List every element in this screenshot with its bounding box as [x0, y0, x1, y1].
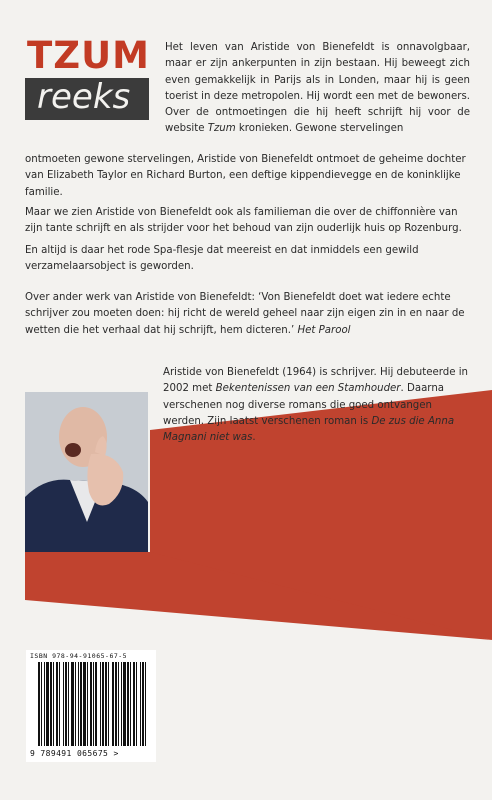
barcode-bar: [142, 662, 144, 746]
barcode-bar: [44, 662, 45, 746]
barcode-bar: [105, 662, 107, 746]
barcode-bar: [75, 662, 76, 746]
blurb-intro-italic: Tzum: [207, 123, 236, 135]
logo-subtitle: reeks: [37, 77, 131, 117]
barcode-bar: [71, 662, 74, 746]
barcode-bar: [136, 662, 137, 746]
bio-part3: .: [252, 432, 256, 444]
isbn-digits: [30, 749, 119, 758]
author-photo-illustration: [25, 392, 148, 552]
isbn-label: ISBN 978-94-91065-67-5: [30, 652, 128, 660]
barcode-bar: [133, 662, 135, 746]
isbn-digits-text: 9 789491 065675: [30, 749, 109, 758]
barcode-bar: [102, 662, 104, 746]
barcode-bar: [118, 662, 119, 746]
barcode-bar: [56, 662, 58, 746]
bio-book1: Bekentenissen van een Stamhouder: [215, 383, 401, 395]
barcode-bar: [68, 662, 69, 746]
barcode-bar: [100, 662, 101, 746]
blurb-intro-text: Het leven van Aristide von Bienefeldt is onnavolgbaar, maar er zijn ankerpunten in zijn bestaan. Hij beweegt zich even gemakkelijk in Parijs als in Londen, maar hij is geen toerist in deze metropolen. Hij wordt een met de bewoners. Over de ontmoetingen die hij heeft schrijft hij voor de website: [165, 42, 470, 135]
author-bio: [163, 365, 473, 446]
barcode-bar: [80, 662, 82, 746]
isbn-barcode: [26, 650, 156, 762]
isbn-arrow: >: [113, 749, 119, 758]
barcode-bar: [50, 662, 52, 746]
barcode-bar: [90, 662, 92, 746]
barcode-bar: [65, 662, 67, 746]
quote-source: Het Parool: [297, 324, 351, 336]
bio-part2: . Daarna verschenen nog diverse romans die goed ontvangen werden. Zijn laatst verschenen roman is: [163, 383, 445, 427]
blurb-para2: Maar we zien Aristide von Bienefeldt ook als familieman die over de chiffonnière van zijn tante schrijft en als strijder voor het behoud van zijn ouderlijk huis op Rozenburg.: [25, 207, 462, 235]
barcode-bars: [26, 650, 156, 762]
author-photo: [25, 392, 148, 552]
barcode-bar: [115, 662, 117, 746]
tzum-reeks-logo: [25, 34, 155, 122]
barcode-bar: [87, 662, 88, 746]
quote-text: Over ander werk van Aristide von Bienefeldt: ‘Von Bienefeldt doet wat iedere echte schrijver zou moeten doen: hij richt de wereld geheel naar zijn eigen zin in en naar de wetten die het verhaal dat hij schrijft, hem dicteren.’: [25, 292, 465, 336]
barcode-bar: [95, 662, 97, 746]
barcode-bar: [145, 662, 146, 746]
blurb-intro-end: kronieken. Gewone stervelingen: [235, 123, 404, 135]
blurb-line2: ontmoeten gewone stervelingen, Aristide von Bienefeldt ontmoet de geheime dochter van Elizabeth Taylor en Richard Burton, een deftige kippendievegge en de koninklijke familie.: [25, 154, 466, 198]
barcode-bar: [83, 662, 86, 746]
barcode-bar: [127, 662, 129, 746]
barcode-bar: [78, 662, 79, 746]
barcode-bar: [121, 662, 122, 746]
barcode-bar: [38, 662, 40, 746]
review-quote: [25, 290, 470, 339]
barcode-bar: [63, 662, 64, 746]
logo-title: TZUM: [27, 34, 150, 77]
bio-part1: Aristide von Bienefeldt (1964) is schrijver. Hij debuteerde in 2002 met: [163, 367, 468, 395]
barcode-bar: [46, 662, 49, 746]
blurb-intro: [165, 40, 470, 138]
barcode-bar: [123, 662, 126, 746]
barcode-bar: [130, 662, 131, 746]
blurb-para3: En altijd is daar het rode Spa-flesje dat meereist en dat inmiddels een gewild verzamelaarsobject is geworden.: [25, 245, 419, 273]
barcode-bar: [112, 662, 114, 746]
barcode-bar: [140, 662, 141, 746]
barcode-bar: [93, 662, 94, 746]
barcode-bar: [53, 662, 54, 746]
bio-book2: De zus die Anna Magnani niet was: [163, 415, 455, 444]
barcode-bar: [41, 662, 42, 746]
barcode-bar: [108, 662, 109, 746]
barcode-bar: [59, 662, 60, 746]
